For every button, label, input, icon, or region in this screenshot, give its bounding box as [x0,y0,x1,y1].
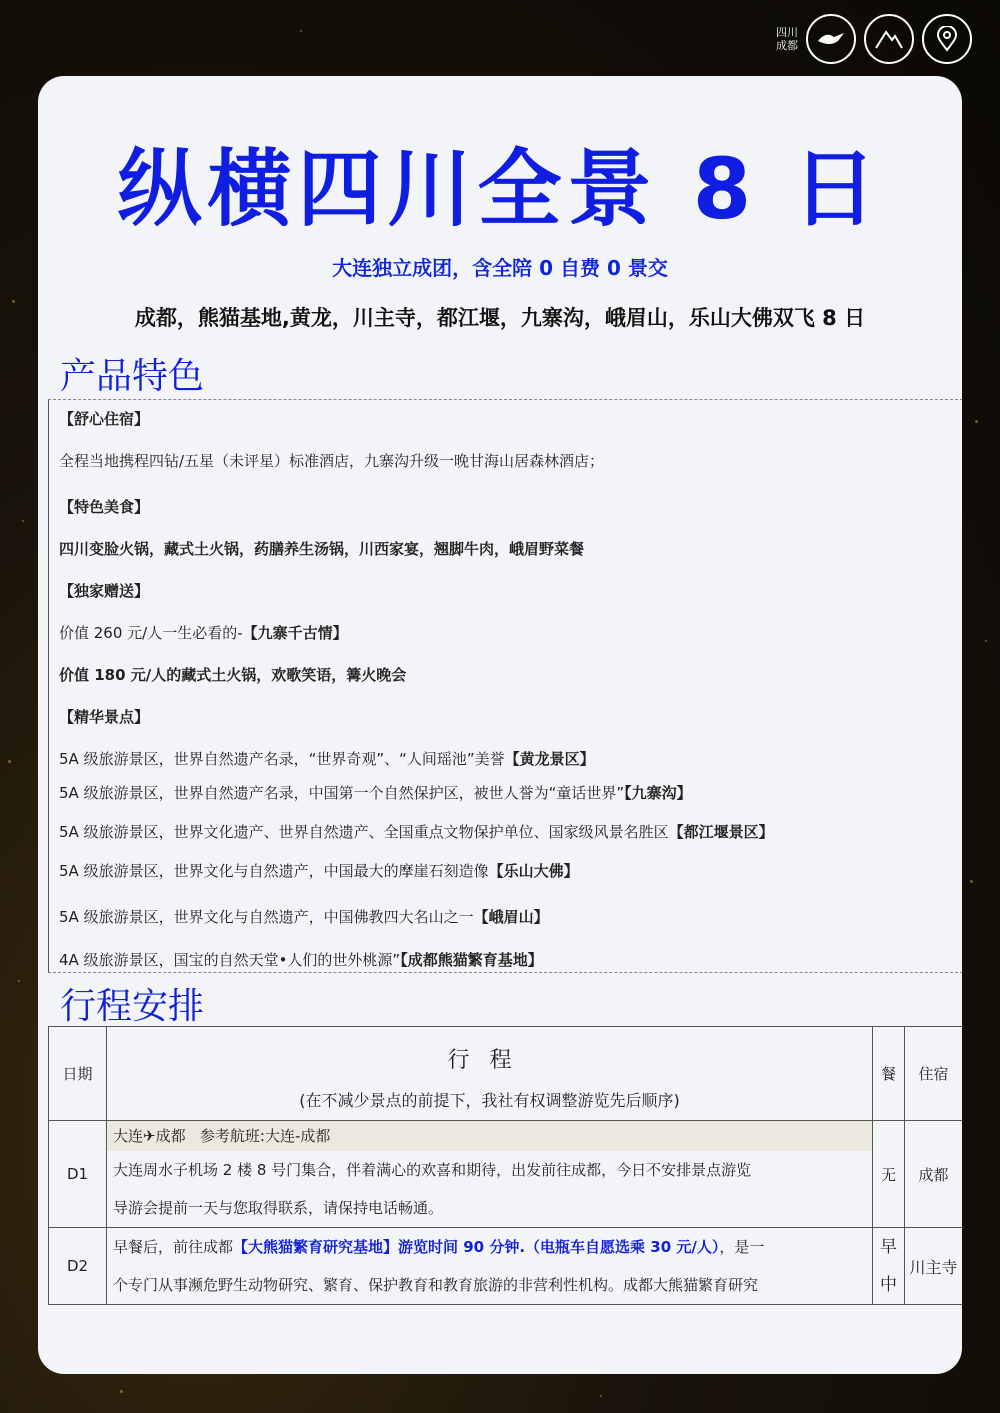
food-title: 【特色美食】 [59,498,150,516]
table-header-row [49,1027,963,1121]
flight-reference: 参考航班:大连-成都 [199,1127,331,1145]
spots-title: 【精华景点】 [59,708,150,726]
gift-title: 【独家赠送】 [59,582,150,600]
spot-item [59,748,595,769]
lodging-title: 【舒心住宿】 [59,410,150,428]
background-speck [300,30,302,32]
food-text: 四川变脸火锅，藏式土火锅，药膳养生汤锅，川西家宴，翘脚牛肉，峨眉野菜餐 [59,540,585,558]
gift-item-1-name: 【九寨千古情】 [242,624,348,642]
background-speck [12,300,15,303]
day-trip-text: 个专门从事濒危野生动物研究、繁育、保护教育和教育旅游的非营利性机构。成都大熊猫繁育研究 [113,1276,759,1294]
day-label: D1 [49,1121,107,1228]
lodging-text: 全程当地携程四钻/五星（未评星）标准酒店，九寨沟升级一晚甘海山居森林酒店； [59,452,605,470]
day-trip-header [107,1121,872,1151]
mountain-icon [864,14,914,64]
background-speck [975,420,978,423]
meal-breakfast: 早 [880,1237,897,1257]
spot-item [59,782,692,803]
day-trip-text: 大连周水子机场 2 楼 8 号门集合，伴着满心的欢喜和期待，出发前往成都，今日不安排景点游览 [113,1161,752,1179]
day-trip [107,1121,873,1228]
header-stay: 住宿 [905,1027,963,1121]
logo-line-2: 成都 [776,39,798,52]
header-trip-note: (在不减少景点的前提下，我社有权调整游览先后顺序) [299,1090,680,1110]
spot-name: 【九寨沟】 [624,784,692,802]
page-title: 纵横四川全景 8 日 [117,140,883,238]
table-row [49,1121,963,1228]
brochure-card [38,76,962,1374]
spot-desc: 5A 级旅游景区，世界自然遗产名录，中国第一个自然保护区，被世人誉为“童话世界” [59,784,625,802]
spot-item [59,906,549,927]
location-pin-icon [922,14,972,64]
logo-text [776,26,798,52]
plane-icon: ✈ [143,1127,156,1145]
day-label: D2 [49,1228,107,1305]
day-trip-text-a: 早餐后，前往成都 [113,1238,234,1256]
gift-item-1 [59,622,348,643]
background-speck [22,520,24,522]
spot-name: 【都江堰景区】 [668,823,774,841]
day-meal [873,1228,905,1305]
brand-logo [776,14,972,64]
background-speck [985,640,987,642]
day-trip [107,1228,873,1305]
spot-item [59,860,579,881]
spot-name: 【黄龙景区】 [504,750,595,768]
background-speck [8,760,11,763]
background-speck [120,1390,123,1393]
features-heading: 产品特色 [60,356,205,397]
logo-line-1: 四川 [776,26,798,39]
spot-desc: 4A 级旅游景区，国宝的自然天堂•人们的世外桃源” [59,951,401,969]
itinerary-heading: 行程安排 [60,986,205,1027]
background-speck [18,980,20,982]
subtitle: 大连独立成团，含全陪 0 自费 0 景交 [332,256,668,280]
header-date: 日期 [49,1027,107,1121]
header-meal: 餐 [873,1027,905,1121]
day-trip-text-c: ，是一 [719,1238,765,1256]
day-trip-text: 导游会提前一天与您取得联系，请保持电话畅通。 [113,1199,444,1217]
spot-desc: 5A 级旅游景区，世界文化与自然遗产，中国最大的摩崖石刻造像 [59,862,489,880]
day-trip-text [107,1228,872,1266]
table-row [49,1228,963,1305]
day-meal: 无 [873,1121,905,1228]
gift-item-1-text: 价值 260 元/人一生必看的- [59,624,243,642]
spot-desc: 5A 级旅游景区，世界文化与自然遗产，中国佛教四大名山之一 [59,908,474,926]
background-speck [970,880,973,883]
bird-icon [806,14,856,64]
spot-desc: 5A 级旅游景区，世界自然遗产名录，“世界奇观”、“人间瑶池”美誉 [59,750,505,768]
arrive-city: 成都 [155,1127,186,1145]
spot-item [59,821,774,842]
header-trip-title: 行程 [447,1047,532,1073]
day-stay: 川主寺 [905,1228,963,1305]
spot-name: 【乐山大佛】 [488,862,579,880]
depart-city: 大连 [113,1127,144,1145]
spot-desc: 5A 级旅游景区，世界文化遗产、世界自然遗产、全国重点文物保护单位、国家级风景名胜区 [59,823,669,841]
spot-name: 【峨眉山】 [473,908,549,926]
meal-lunch: 中 [880,1275,897,1295]
route-summary: 成都，熊猫基地,黄龙，川主寺，都江堰，九寨沟，峨眉山，乐山大佛双飞 8 日 [134,306,866,330]
features-panel [48,399,962,973]
day-stay: 成都 [905,1121,963,1228]
day-trip-highlight: 【大熊猫繁育研究基地】游览时间 90 分钟.（电瓶车自愿选乘 30 元/人） [233,1238,720,1256]
header-trip [107,1027,873,1121]
gift-item-2: 价值 180 元/人的藏式土火锅，欢歌笑语，篝火晚会 [59,666,407,684]
background-speck [600,1395,602,1397]
spot-name: 【成都熊猫繁育基地】 [400,951,543,969]
spot-item [59,949,543,969]
itinerary-table [48,1026,962,1305]
